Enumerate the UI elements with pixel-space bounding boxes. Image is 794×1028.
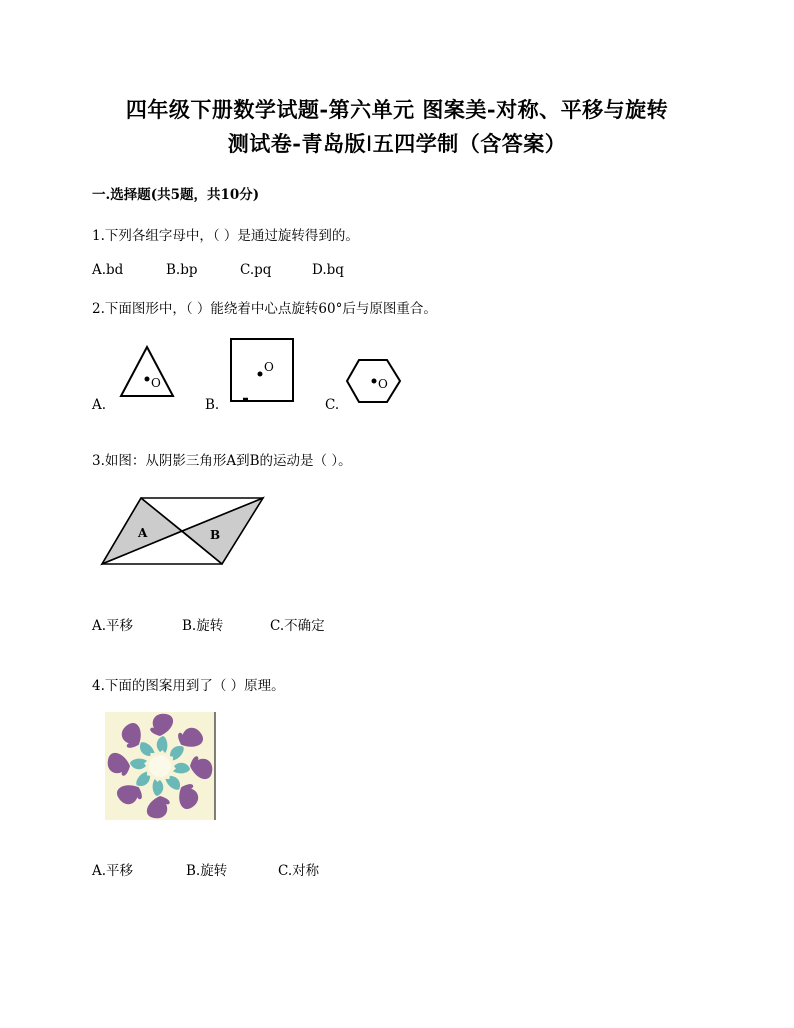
shaded-triangle-b [182,498,263,564]
question-4-text: 4.下面的图案用到了（ ）原理。 [92,678,285,694]
question-2-option-a[interactable]: A. [92,397,107,413]
question-2-text: 2.下面图形中，（ ）能绕着中心点旋转60°后与原图重合。 [92,301,437,317]
hexagon-center-label: O [378,377,388,391]
hexagon-figure [345,357,403,407]
triangle-center-label: O [151,376,161,390]
document-title-line-1: 四年级下册数学试题-第六单元 图案美-对称、平移与旋转 [125,97,669,122]
triangle-figure [118,344,176,400]
question-1-text: 1.下列各组字母中，（ ）是通过旋转得到的。 [92,228,359,244]
question-3-text: 3.如图：从阴影三角形A到B的运动是（ ）。 [92,453,352,469]
rotation-pattern-image [105,712,217,820]
square-center-label: O [264,360,274,374]
parallelogram-figure [98,494,268,568]
question-1-option-b[interactable]: B.bp [166,262,198,278]
question-2-option-c[interactable]: C. [325,397,340,413]
question-1-option-d[interactable]: D.bq [312,262,344,278]
question-4-option-c[interactable]: C.对称 [278,863,320,879]
question-1-option-a[interactable]: A.bd [92,262,124,278]
triangle-b-label: B [210,528,221,542]
section-heading: 一.选择题(共5题，共10分) [92,187,260,203]
question-2-option-b[interactable]: B. [205,397,220,413]
square-figure [229,337,297,405]
question-1-option-c[interactable]: C.pq [240,262,272,278]
question-3-option-b[interactable]: B.旋转 [182,618,224,634]
question-3-option-c[interactable]: C.不确定 [270,618,325,634]
question-3-option-a[interactable]: A.平移 [92,618,134,634]
triangle-a-label: A [138,526,148,540]
question-4-option-a[interactable]: A.平移 [92,863,134,879]
question-4-option-b[interactable]: B.旋转 [186,863,228,879]
document-title-line-2: 测试卷-青岛版ǀ五四学制（含答案） [227,131,567,156]
